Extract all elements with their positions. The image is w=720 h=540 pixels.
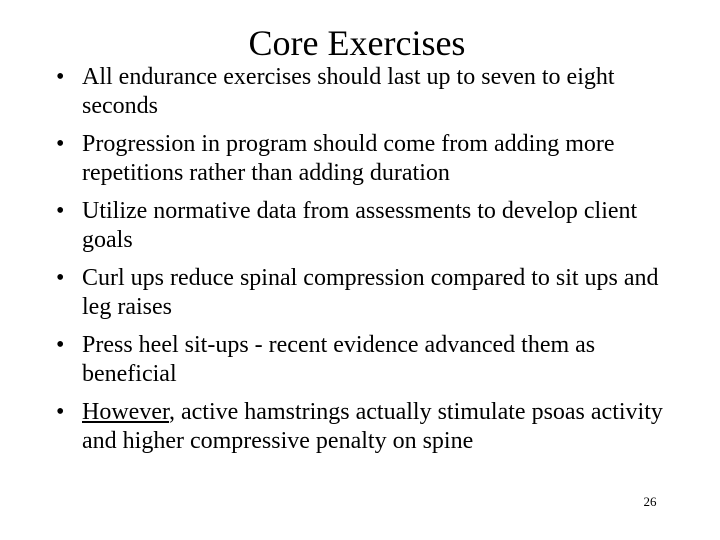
bullet-list	[56, 63, 676, 465]
bullet-text: , active hamstrings actually stimulate psoas activity and higher compressive penalty on spine	[82, 399, 663, 454]
bullet-text: All endurance exercises should last up to seven to eight seconds	[82, 64, 615, 119]
bullet-icon: •	[56, 399, 65, 425]
bullet-item	[56, 331, 676, 389]
bullet-text: Utilize normative data from assessments to develop client goals	[82, 198, 638, 253]
bullet-icon: •	[56, 332, 65, 358]
bullet-text: Progression in program should come from adding more repetitions rather than adding duration	[82, 131, 615, 186]
bullet-item	[56, 197, 676, 255]
slide-title: Core Exercises	[248, 23, 466, 63]
bullet-icon: •	[56, 64, 65, 90]
bullet-icon: •	[56, 265, 65, 291]
bullet-item	[56, 264, 676, 322]
bullet-item	[56, 130, 676, 188]
bullet-text: Curl ups reduce spinal compression compared to sit ups and leg raises	[82, 265, 659, 320]
underlined-lead-word: However	[82, 399, 169, 425]
bullet-item	[56, 398, 676, 456]
bullet-icon: •	[56, 131, 65, 157]
bullet-icon: •	[56, 198, 65, 224]
page-number: 26	[643, 494, 657, 509]
bullet-item	[56, 63, 676, 121]
bullet-text: Press heel sit-ups - recent evidence advanced them as beneficial	[82, 332, 596, 387]
